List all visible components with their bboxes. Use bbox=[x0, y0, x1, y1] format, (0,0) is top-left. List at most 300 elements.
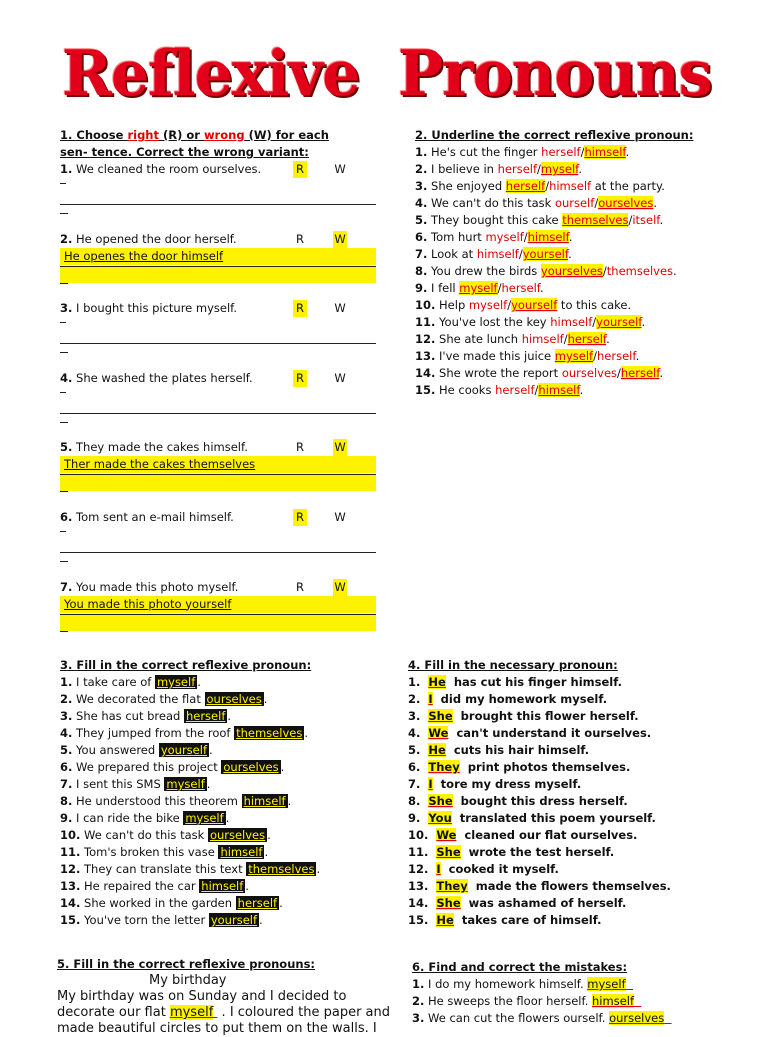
option-a[interactable]: myself bbox=[459, 281, 498, 295]
answer-blank[interactable]: myself bbox=[185, 811, 224, 825]
fill-item bbox=[60, 878, 390, 895]
dash-mark bbox=[60, 561, 68, 562]
option-a[interactable]: himself bbox=[476, 247, 519, 261]
question-text: She washed the plates herself. bbox=[76, 370, 253, 385]
item-number: 6. bbox=[60, 509, 73, 524]
correction-line[interactable] bbox=[60, 413, 376, 414]
sentence-text: print photos themselves. bbox=[463, 760, 631, 774]
section-4-heading: 4. Fill in the necessary pronoun: bbox=[408, 658, 618, 672]
sentence-text: was ashamed of herself. bbox=[464, 896, 627, 910]
section-5-heading: 5. Fill in the correct reflexive pronouns: bbox=[57, 957, 316, 971]
option-a[interactable]: myself bbox=[485, 230, 524, 244]
sentence-end: . bbox=[245, 879, 249, 893]
option-b[interactable]: herself bbox=[501, 281, 541, 295]
pronoun-item bbox=[408, 708, 738, 725]
sentence-end: . bbox=[267, 828, 271, 842]
rw-question bbox=[60, 579, 238, 596]
item-number: 9. bbox=[408, 811, 421, 825]
answer-text: I bbox=[428, 777, 433, 791]
rw-question bbox=[60, 370, 253, 387]
pronoun-item bbox=[408, 725, 738, 742]
pronoun-item bbox=[408, 912, 738, 929]
mistake-item bbox=[412, 1010, 712, 1027]
option-w[interactable]: W bbox=[334, 579, 346, 594]
sentence-text: brought this flower herself. bbox=[456, 709, 639, 723]
option-b[interactable]: itself bbox=[632, 213, 660, 227]
answer-blank[interactable] bbox=[424, 675, 449, 689]
pronoun-item bbox=[408, 759, 738, 776]
correction-line[interactable] bbox=[60, 266, 376, 283]
sentence-end: . bbox=[653, 196, 658, 210]
answer-blank[interactable]: himself bbox=[243, 794, 286, 808]
rw-question bbox=[60, 509, 234, 526]
item-number: 8. bbox=[60, 794, 73, 808]
item-number: 9. bbox=[415, 281, 428, 295]
answer-text: She bbox=[428, 794, 453, 808]
option-b[interactable]: themselves bbox=[606, 264, 674, 278]
option-r[interactable]: R bbox=[296, 579, 304, 594]
rw-item bbox=[60, 231, 378, 301]
item-number: 11. bbox=[415, 315, 436, 329]
option-r[interactable]: R bbox=[296, 231, 304, 246]
answer-blank[interactable] bbox=[424, 709, 456, 723]
answer-blank[interactable]: yourself bbox=[160, 743, 207, 757]
option-a[interactable]: herself bbox=[505, 179, 546, 193]
sentence-end: . bbox=[659, 213, 664, 227]
answer-text: I bbox=[436, 862, 441, 876]
correction-blank[interactable] bbox=[609, 1011, 672, 1025]
option-r[interactable]: R bbox=[296, 440, 304, 455]
section-6-heading: 6. Find and correct the mistakes: bbox=[412, 960, 628, 974]
sentence-text: He cooks bbox=[439, 383, 496, 397]
fill-item bbox=[60, 759, 390, 776]
option-b[interactable]: ourselves bbox=[598, 196, 654, 210]
answer-blank[interactable]: yourself bbox=[210, 913, 258, 927]
option-w[interactable]: W bbox=[334, 162, 346, 176]
answer-text: myself bbox=[587, 977, 626, 991]
option-w[interactable]: W bbox=[334, 301, 346, 316]
sentence-text: He understood this theorem bbox=[76, 794, 242, 808]
option-b[interactable]: himself bbox=[527, 230, 569, 244]
item-number: 6. bbox=[60, 760, 73, 774]
sentence-text: translated this poem yourself. bbox=[455, 811, 656, 825]
correction-text: You made this photo yourself bbox=[64, 596, 232, 611]
option-b[interactable]: himself bbox=[584, 145, 626, 159]
pronoun-item bbox=[408, 827, 738, 844]
option-r[interactable]: R bbox=[293, 370, 307, 387]
item-number: 2. bbox=[60, 231, 73, 246]
rw-item bbox=[60, 579, 378, 649]
page-title-pronouns: Pronouns bbox=[398, 37, 712, 111]
sentence-text: takes care of himself. bbox=[457, 913, 602, 927]
answer-blank[interactable]: himself bbox=[220, 845, 263, 859]
sentence-text: We can't do this task bbox=[431, 196, 555, 210]
answer-blank[interactable]: ourselves bbox=[209, 828, 266, 842]
page-title-reflexive: Reflexive bbox=[62, 37, 360, 111]
underline-item bbox=[415, 297, 715, 314]
item-number: 5. bbox=[60, 440, 73, 455]
fill-item bbox=[60, 861, 390, 878]
item-number: 2. bbox=[412, 994, 425, 1008]
answer-blank[interactable] bbox=[432, 862, 444, 876]
answer-text: himself bbox=[592, 994, 635, 1008]
sentence-text: We can't do this task bbox=[84, 828, 208, 842]
answer-blank[interactable]: themselves bbox=[248, 862, 315, 876]
story-line-3: made beautiful circles to put them on the walls. I bbox=[57, 1021, 377, 1036]
underline-item bbox=[415, 331, 715, 348]
item-number: 2. bbox=[415, 162, 428, 176]
question-text: They made the cakes himself. bbox=[76, 440, 248, 455]
underline-item bbox=[415, 161, 715, 178]
answer-blank[interactable] bbox=[424, 777, 436, 791]
slash: / bbox=[602, 264, 607, 278]
sentence-text: They can translate this text bbox=[84, 862, 247, 876]
pronoun-item bbox=[408, 691, 738, 708]
item-number: 9. bbox=[60, 811, 73, 825]
sentence-end: . bbox=[279, 896, 283, 910]
sentence-text: made the flowers themselves. bbox=[471, 879, 671, 893]
sentence-end: . bbox=[635, 349, 640, 363]
option-a[interactable]: himself bbox=[550, 315, 593, 329]
option-a[interactable]: herself bbox=[497, 162, 538, 176]
slash: / bbox=[592, 315, 597, 329]
rw-item bbox=[60, 509, 378, 579]
rw-item bbox=[60, 370, 378, 440]
pronoun-item bbox=[408, 742, 738, 759]
option-w[interactable]: W bbox=[334, 509, 346, 524]
answer-text: She bbox=[436, 845, 461, 859]
item-number: 10. bbox=[408, 828, 429, 842]
answer-blank[interactable] bbox=[432, 879, 471, 893]
sentence-end: . bbox=[578, 162, 583, 176]
item-number: 12. bbox=[415, 332, 436, 346]
option-a[interactable]: myself bbox=[468, 298, 508, 312]
option-b[interactable]: herself bbox=[567, 332, 607, 346]
sentence-text: cuts his hair himself. bbox=[449, 743, 590, 757]
item-number: 3. bbox=[415, 179, 428, 193]
correction-line[interactable] bbox=[60, 474, 376, 491]
underline-item bbox=[415, 314, 715, 331]
section-2-heading: 2. Underline the correct reflexive pronoun: bbox=[415, 128, 694, 142]
sentence-end: . bbox=[280, 760, 285, 774]
underline-item bbox=[415, 144, 715, 161]
item-number: 11. bbox=[60, 845, 81, 859]
sentence-text: She ate lunch bbox=[439, 332, 522, 346]
sentence-text: They bought this cake bbox=[431, 213, 563, 227]
answer-blank[interactable] bbox=[424, 794, 456, 808]
option-a[interactable]: himself bbox=[521, 332, 564, 346]
sentence-text: They jumped from the roof bbox=[76, 726, 235, 740]
answer-blank[interactable] bbox=[424, 692, 436, 706]
correction-answer[interactable] bbox=[60, 248, 376, 265]
answer-text: He bbox=[436, 913, 454, 927]
option-r[interactable]: R bbox=[293, 300, 307, 317]
item-number: 10. bbox=[60, 828, 81, 842]
option-b[interactable]: yourself bbox=[522, 247, 569, 261]
dash-mark bbox=[60, 213, 68, 214]
correction-text: He openes the door himself bbox=[64, 248, 224, 263]
answer-blank[interactable] bbox=[424, 743, 449, 757]
answer-blank[interactable] bbox=[424, 760, 463, 774]
sentence-text: She worked in the garden bbox=[84, 896, 236, 910]
pronoun-item bbox=[408, 793, 738, 810]
sentence-text: I fell bbox=[431, 281, 460, 295]
sentence-text: Tom's broken this vase bbox=[84, 845, 219, 859]
section-right-wrong bbox=[60, 127, 378, 648]
item-number: 6. bbox=[408, 760, 421, 774]
sentence-end: . bbox=[641, 315, 646, 329]
pronoun-item bbox=[408, 844, 738, 861]
dash-mark bbox=[60, 283, 68, 284]
sentence-text: bought this dress herself. bbox=[456, 794, 628, 808]
item-number: 14. bbox=[60, 896, 81, 910]
answer-text: We bbox=[428, 726, 449, 740]
story-answer[interactable]: myself bbox=[169, 1005, 214, 1020]
sentence-text: He repaired the car bbox=[84, 879, 200, 893]
answer-text: She bbox=[428, 709, 453, 723]
item-number: 13. bbox=[408, 879, 429, 893]
pronoun-item bbox=[408, 895, 738, 912]
story-title: My birthday bbox=[149, 973, 227, 988]
mistake-item bbox=[412, 993, 712, 1010]
item-number: 4. bbox=[60, 726, 73, 740]
sentence-end: . bbox=[206, 777, 211, 791]
option-a[interactable]: ourselves bbox=[561, 366, 618, 380]
pronoun-item bbox=[408, 674, 738, 691]
item-number: 15. bbox=[408, 913, 429, 927]
option-a[interactable]: themselves bbox=[562, 213, 629, 227]
item-number: 8. bbox=[415, 264, 428, 278]
story-line-2: decorate our flat myself . I coloured the paper and bbox=[57, 1005, 391, 1020]
sentence-end: . bbox=[263, 692, 268, 706]
sentence-text: wrote the test herself. bbox=[464, 845, 615, 859]
option-w[interactable]: W bbox=[334, 370, 346, 385]
sentence-text: Tom hurt bbox=[431, 230, 486, 244]
item-number: 3. bbox=[412, 1011, 425, 1025]
option-w[interactable]: W bbox=[334, 440, 346, 455]
sentence-end: . bbox=[568, 247, 572, 261]
item-number: 4. bbox=[415, 196, 428, 210]
correction-line[interactable] bbox=[60, 204, 376, 205]
underline-item bbox=[415, 348, 715, 365]
slash: / bbox=[537, 162, 541, 176]
rw-item bbox=[60, 439, 378, 509]
answer-text: She bbox=[436, 896, 461, 910]
item-number: 15. bbox=[415, 383, 436, 397]
answer-text: They bbox=[428, 760, 460, 774]
answer-blank[interactable] bbox=[432, 845, 464, 859]
answer-blank[interactable]: myself bbox=[166, 777, 205, 791]
correction-blank[interactable] bbox=[587, 977, 633, 991]
fill-item bbox=[60, 793, 390, 810]
fill-item bbox=[60, 895, 390, 912]
option-b[interactable]: yourself bbox=[511, 298, 558, 312]
answer-blank[interactable] bbox=[432, 896, 464, 910]
answer-blank[interactable]: themselves bbox=[236, 726, 303, 740]
story-line-1: My birthday was on Sunday and I decided to bbox=[57, 989, 347, 1004]
item-number: 13. bbox=[60, 879, 81, 893]
sentence-text: We decorated the flat bbox=[76, 692, 205, 706]
answer-blank[interactable] bbox=[424, 726, 452, 740]
option-r[interactable]: R bbox=[293, 161, 307, 178]
sentence-end: . bbox=[287, 794, 292, 808]
item-number: 4. bbox=[60, 370, 73, 385]
sentence-text: He sweeps the floor herself. bbox=[428, 994, 593, 1008]
fill-item bbox=[60, 691, 390, 708]
fill-item bbox=[60, 776, 390, 793]
rw-item bbox=[60, 300, 378, 370]
answer-blank[interactable] bbox=[432, 913, 457, 927]
section-mistakes bbox=[412, 959, 712, 1027]
option-b[interactable]: himself bbox=[538, 383, 580, 397]
correction-text: Ther made the cakes themselves bbox=[64, 457, 256, 472]
sentence-end: . bbox=[304, 726, 308, 740]
item-number: 7. bbox=[60, 777, 73, 791]
sentence-end: at the party. bbox=[591, 179, 665, 193]
item-number: 4. bbox=[408, 726, 421, 740]
item-number: 7. bbox=[60, 579, 73, 594]
item-number: 14. bbox=[415, 366, 436, 380]
section-3-heading: 3. Fill in the correct reflexive pronoun: bbox=[60, 658, 312, 672]
question-text: You made this photo myself. bbox=[76, 579, 239, 594]
correction-answer[interactable] bbox=[60, 596, 376, 613]
item-number: 13. bbox=[415, 349, 436, 363]
sentence-text: Help bbox=[439, 298, 469, 312]
sentence-end: . bbox=[264, 845, 269, 859]
option-b[interactable]: herself bbox=[620, 366, 660, 380]
sentence-text: You answered bbox=[76, 743, 159, 757]
answer-blank[interactable]: ourselves bbox=[223, 760, 279, 774]
question-text: He opened the door herself. bbox=[76, 231, 237, 246]
section-underline bbox=[415, 127, 715, 399]
rw-question bbox=[60, 231, 237, 248]
option-a[interactable]: herself bbox=[541, 145, 581, 159]
fill-item bbox=[60, 912, 390, 929]
sentence-text: You've lost the key bbox=[439, 315, 551, 329]
item-number: 5. bbox=[60, 743, 73, 757]
rw-question bbox=[60, 439, 248, 456]
slash: / bbox=[593, 349, 597, 363]
answer-blank[interactable]: myself bbox=[156, 675, 196, 689]
answer-blank[interactable] bbox=[424, 811, 455, 825]
item-number: 1. bbox=[60, 162, 73, 176]
slash: / bbox=[563, 332, 568, 346]
underline-item bbox=[415, 195, 715, 212]
sentence-text: I believe in bbox=[431, 162, 498, 176]
mistake-item bbox=[412, 976, 712, 993]
section-story bbox=[57, 956, 392, 1037]
sentence-end: . bbox=[568, 230, 573, 244]
dash-mark bbox=[60, 531, 66, 532]
option-a[interactable]: myself bbox=[554, 349, 594, 363]
option-a[interactable]: ourself bbox=[554, 196, 595, 210]
item-number: 12. bbox=[408, 862, 429, 876]
fill-item bbox=[60, 708, 390, 725]
item-number: 3. bbox=[60, 709, 73, 723]
pronoun-item bbox=[408, 861, 738, 878]
fill-item bbox=[60, 742, 390, 759]
item-number: 7. bbox=[415, 247, 428, 261]
dash-mark bbox=[60, 631, 68, 632]
slash: / bbox=[507, 298, 512, 312]
sentence-text: Look at bbox=[431, 247, 477, 261]
correction-answer[interactable] bbox=[60, 456, 376, 473]
sentence-end: . bbox=[225, 811, 230, 825]
answer-blank[interactable]: himself bbox=[201, 879, 244, 893]
option-a[interactable]: yourselves bbox=[540, 264, 603, 278]
answer-blank[interactable]: herself bbox=[185, 709, 226, 723]
answer-blank[interactable]: ourselves bbox=[206, 692, 262, 706]
correction-line[interactable] bbox=[60, 552, 376, 553]
sentence-end: . bbox=[197, 675, 201, 689]
sentence-end: to this cake. bbox=[557, 298, 632, 312]
sentence-text: I do my homework himself. bbox=[428, 977, 588, 991]
sentence-text: We prepared this project bbox=[76, 760, 222, 774]
sentence-end: . bbox=[673, 264, 677, 278]
sentence-text: He's cut the finger bbox=[431, 145, 542, 159]
item-number: 3. bbox=[60, 301, 73, 316]
option-a[interactable]: herself bbox=[495, 383, 535, 397]
item-number: 14. bbox=[408, 896, 429, 910]
slash: / bbox=[617, 366, 621, 380]
sentence-text: She has cut bread bbox=[76, 709, 184, 723]
answer-text: I bbox=[428, 692, 433, 706]
item-number: 8. bbox=[408, 794, 421, 808]
item-number: 12. bbox=[60, 862, 81, 876]
option-b[interactable]: herself bbox=[596, 349, 636, 363]
answer-text: He bbox=[428, 675, 446, 689]
pronoun-item bbox=[408, 878, 738, 895]
dash-mark bbox=[60, 183, 66, 184]
underline-item bbox=[415, 246, 715, 263]
answer-blank[interactable]: herself bbox=[237, 896, 278, 910]
slash: / bbox=[497, 281, 502, 295]
underline-item bbox=[415, 212, 715, 229]
item-number: 15. bbox=[60, 913, 81, 927]
rw-question bbox=[60, 300, 237, 317]
item-number: 2. bbox=[60, 692, 73, 706]
sentence-text: I've made this juice bbox=[439, 349, 555, 363]
sentence-text: can't understand it ourselves. bbox=[452, 726, 652, 740]
section-1-heading: 1. Choose right (R) or wrong (W) for each bbox=[60, 128, 329, 142]
answer-blank[interactable] bbox=[432, 828, 460, 842]
question-text: I bought this picture myself. bbox=[76, 301, 238, 316]
sentence-text: tore my dress myself. bbox=[436, 777, 582, 791]
slash: / bbox=[534, 383, 539, 397]
slash: / bbox=[594, 196, 599, 210]
option-r[interactable]: R bbox=[293, 509, 307, 526]
sentence-text: I take care of bbox=[76, 675, 155, 689]
correction-line[interactable] bbox=[60, 343, 376, 344]
slash: / bbox=[580, 145, 585, 159]
correction-blank[interactable] bbox=[592, 994, 641, 1008]
section-fill-pronoun bbox=[408, 657, 738, 929]
option-b[interactable]: yourself bbox=[596, 315, 642, 329]
option-w[interactable]: W bbox=[334, 231, 346, 246]
sentence-end: . bbox=[659, 366, 664, 380]
sentence-end: . bbox=[259, 913, 263, 927]
item-number: 11. bbox=[408, 845, 429, 859]
option-b[interactable]: myself bbox=[540, 162, 579, 176]
correction-line[interactable] bbox=[60, 614, 376, 631]
option-b[interactable]: himself bbox=[549, 179, 592, 193]
sentence-text: has cut his finger himself. bbox=[449, 675, 622, 689]
answer-text: He bbox=[428, 743, 446, 757]
fill-item bbox=[60, 725, 390, 742]
answer-text: ourselves bbox=[609, 1011, 665, 1025]
question-text: Tom sent an e-mail himself. bbox=[76, 509, 234, 524]
sentence-end: . bbox=[540, 281, 544, 295]
